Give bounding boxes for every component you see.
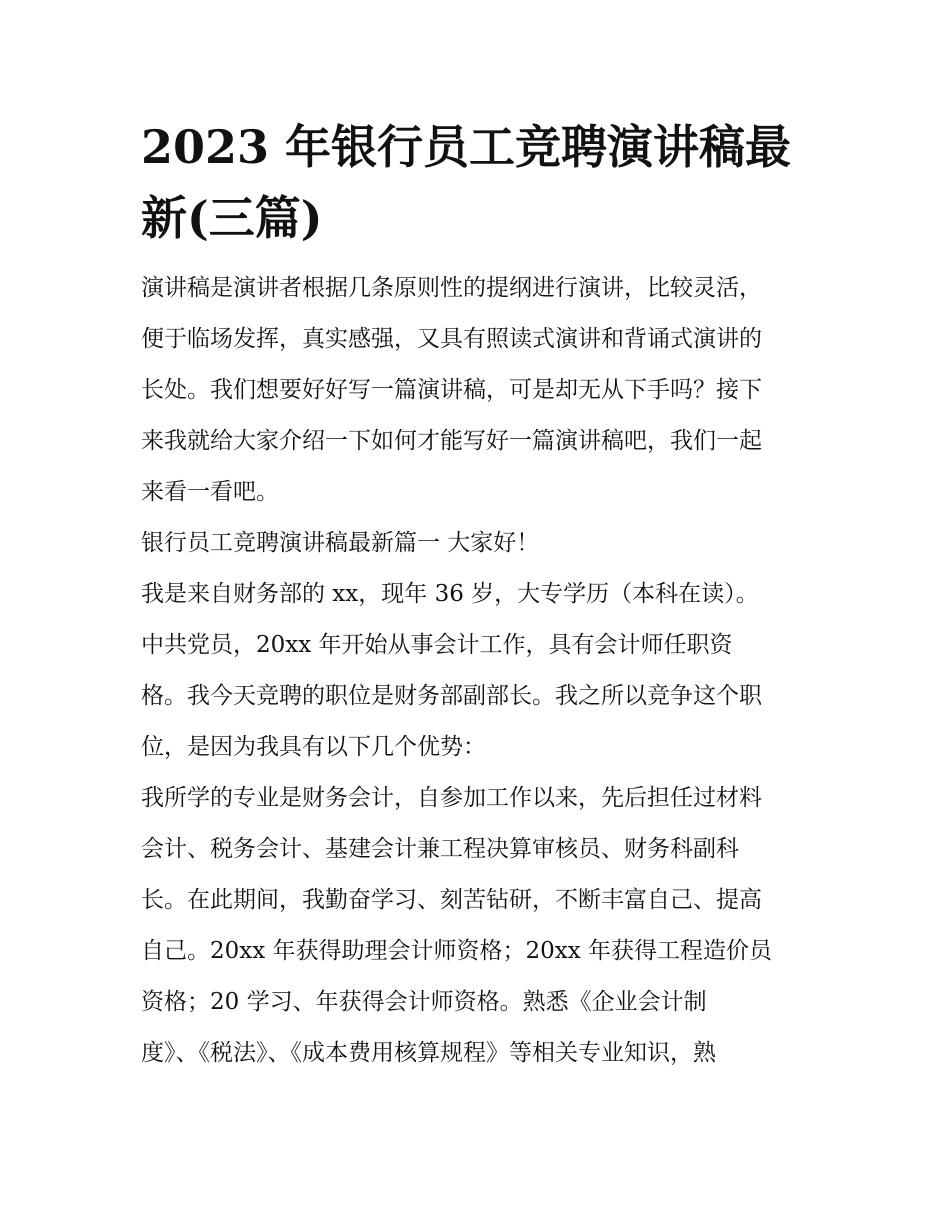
body-line: 来我就给大家介绍一下如何才能写好一篇演讲稿吧，我们一起 (141, 428, 762, 454)
body-line: 便于临场发挥，真实感强，又具有照读式演讲和背诵式演讲的 (141, 326, 762, 352)
body-line: 资格；20 学习、年获得会计师资格。熟悉《企业会计制 (141, 989, 707, 1015)
body-line: 我所学的专业是财务会计，自参加工作以来，先后担任过材料 (141, 785, 762, 811)
body-line: 度》、《税法》、《成本费用核算规程》等相关专业知识，熟 (141, 1040, 716, 1066)
document-body (141, 263, 816, 1079)
body-line: 会计、税务会计、基建会计兼工程决算审核员、财务科副科 (141, 836, 739, 862)
title-line: 2023 年银行员工竞聘演讲稿最 (141, 120, 792, 174)
body-line: 中共党员，20xx 年开始从事会计工作，具有会计师任职资 (141, 632, 733, 658)
body-line: 位，是因为我具有以下几个优势： (141, 734, 486, 760)
body-line: 长处。我们想要好好写一篇演讲稿，可是却无从下手吗？接下 (141, 377, 762, 403)
body-line: 自己。20xx 年获得助理会计师资格；20xx 年获得工程造价员 (141, 938, 773, 964)
title-line: 新(三篇) (141, 191, 323, 245)
body-line: 格。我今天竞聘的职位是财务部副部长。我之所以竞争这个职 (141, 683, 762, 709)
section-heading: 银行员工竞聘演讲稿最新篇一 大家好！ (141, 530, 540, 556)
document-title (141, 112, 816, 254)
body-line: 我是来自财务部的 xx，现年 36 岁，大专学历（本科在读）。 (141, 581, 759, 607)
body-line: 长。在此期间，我勤奋学习、刻苦钻研，不断丰富自己、提高 (141, 887, 762, 913)
body-line: 演讲稿是演讲者根据几条原则性的提纲进行演讲，比较灵活， (141, 275, 762, 301)
document-content (141, 112, 816, 1079)
body-line: 来看一看吧。 (141, 479, 279, 505)
